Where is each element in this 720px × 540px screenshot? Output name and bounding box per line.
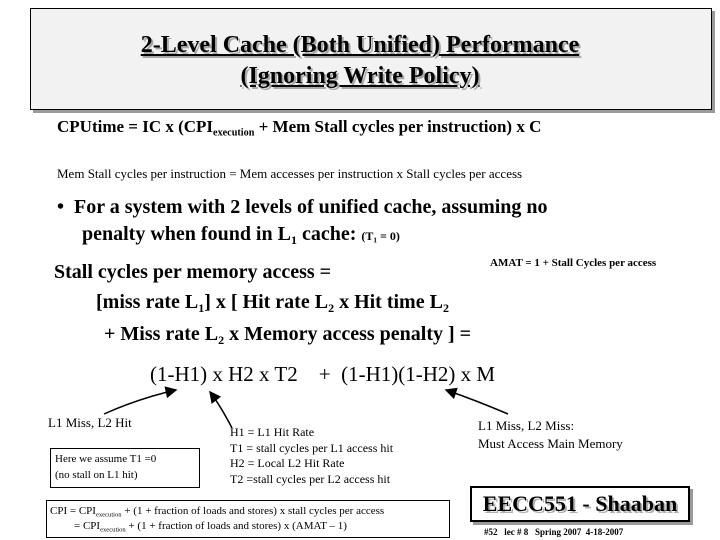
cpi-line-1 [50, 505, 384, 517]
stall-l3-a: + Miss rate L [104, 323, 219, 345]
stall-line-1: Stall cycles per memory access = [54, 261, 332, 283]
cpi-box [46, 500, 450, 538]
cpi-l2-a: = CPI [74, 520, 101, 532]
stall-l2-a: [miss rate L [96, 291, 199, 313]
assumption-box [50, 448, 200, 488]
stall-l2-b: ] x [ Hit rate L [204, 291, 329, 313]
def-h1: H1 = L1 Hit Rate [230, 425, 315, 439]
stall-line-4: (1-H1) x H2 x T2 + (1-H1)(1-H2) x M [150, 362, 496, 386]
cpi-l1-a: CPI = CPI [50, 505, 96, 517]
l1-l2-miss-label [478, 417, 623, 453]
def-h2: H2 = Local L2 Hit Rate [230, 456, 345, 470]
arrow-l1-miss-l2-hit [104, 390, 176, 414]
t1-note-a: (T [361, 229, 374, 243]
cpi-l2-b: + (1 + fraction of loads and stores) x (AMAT – 1) [125, 520, 347, 532]
l1-miss-l2-hit-label: L1 Miss, L2 Hit [48, 415, 132, 430]
arrow-defs [210, 392, 232, 428]
formula1-suffix: + Mem Stall cycles per instruction) x C [254, 117, 542, 136]
mem-stall-formula: Mem Stall cycles per instruction = Mem accesses per instruction x Stall cycles per access [57, 166, 523, 181]
assumption-line-2: (no stall on L1 hit) [55, 469, 138, 481]
t1-note-sub: 1 [373, 236, 377, 245]
l1-l2-miss-line-1: L1 Miss, L2 Miss: [478, 418, 575, 433]
stall-l2-b-sub: 2 [328, 301, 335, 316]
def-t2: T2 =stall cycles per L2 access hit [230, 471, 391, 486]
cpi-l1-sub: execution [95, 511, 122, 519]
bullet-text-2: penalty when found in L [82, 223, 291, 245]
title-line-2: (Ignoring Write Policy) [240, 63, 480, 89]
bullet-dot: • [57, 196, 65, 218]
stall-l2-c-sub: 2 [442, 301, 449, 316]
course-badge: EECC551 - Shaaban [470, 486, 690, 522]
footer-ref: #52 lec # 8 Spring 2007 4-18-2007 [484, 527, 624, 537]
cpi-l2-sub: execution [100, 526, 126, 534]
formula1-sub: execution [213, 127, 255, 139]
formula1-prefix: CPUtime = IC x (CPI [57, 117, 214, 136]
def-t1: T1 = stall cycles per L1 access hit [230, 440, 394, 455]
title-line-1: 2-Level Cache (Both Unified) Performance [140, 32, 580, 58]
stall-l2-c: x Hit time L [334, 291, 443, 313]
l1-l2-miss-line-2: Must Access Main Memory [478, 436, 623, 451]
bullet-suffix: cache: [296, 223, 357, 245]
amat-formula: AMAT = 1 + Stall Cycles per access [490, 257, 657, 269]
stall-l3-a-sub: 2 [218, 333, 225, 348]
t1-note-b: = 0) [376, 229, 400, 243]
bullet-sub: 1 [290, 233, 297, 248]
bullet-text-1: For a system with 2 levels of unified cache, assuming no [74, 196, 548, 218]
arrow-l1-l2-miss [446, 390, 508, 414]
stall-l3-b: x Memory access penalty ] = [224, 323, 472, 345]
cpi-l1-b: + (1 + fraction of loads and stores) x stall cycles per access [121, 505, 385, 517]
definitions [230, 425, 393, 487]
cpi-line-2 [74, 520, 347, 532]
stall-l2-a-sub: 1 [198, 301, 205, 316]
assumption-line-1: Here we assume T1 =0 [55, 453, 157, 465]
